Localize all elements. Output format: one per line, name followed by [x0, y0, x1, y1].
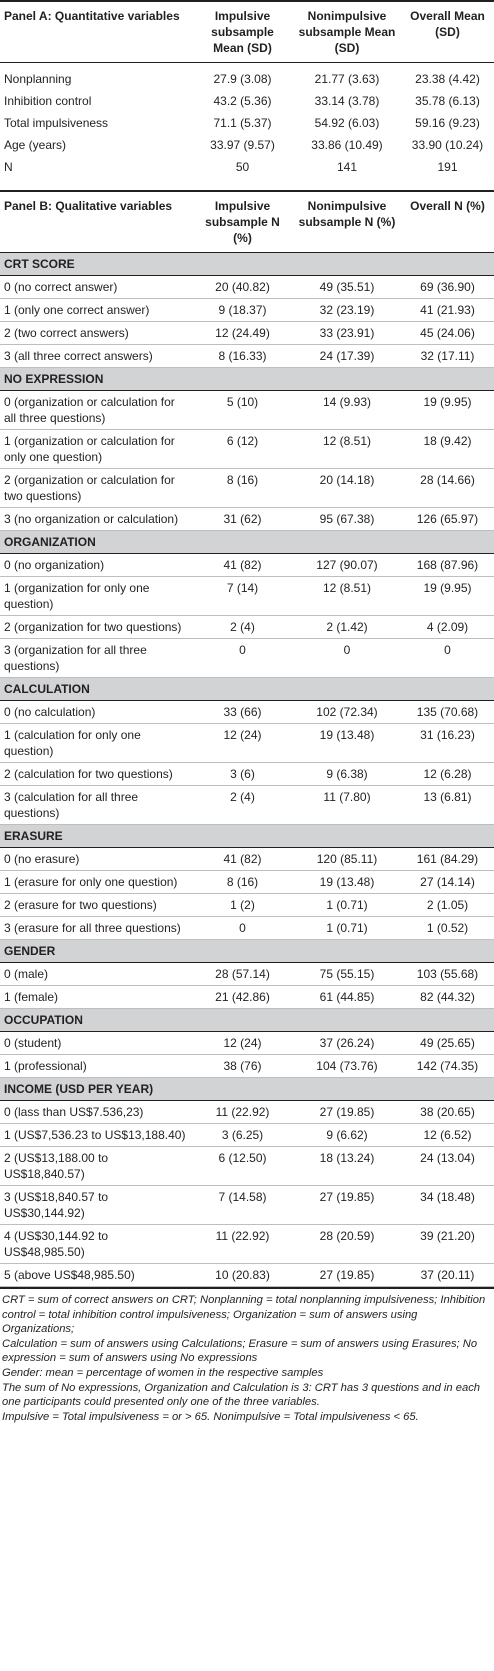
table-row — [0, 90, 494, 112]
section-header — [0, 678, 494, 701]
row-label: 2 (organization for two questions) — [0, 616, 192, 639]
cell-impulsive: 10 (20.83) — [192, 1264, 293, 1287]
row-label: 0 (no correct answer) — [0, 276, 192, 299]
cell-impulsive: 11 (22.92) — [192, 1225, 293, 1264]
table-row — [0, 1264, 494, 1287]
cell-overall: 32 (17.11) — [401, 345, 494, 368]
cell-impulsive: 6 (12.50) — [192, 1147, 293, 1186]
cell-overall: 28 (14.66) — [401, 469, 494, 508]
cell-nonimpulsive: 54.92 (6.03) — [314, 116, 380, 130]
cell-nonimpulsive: 33.14 (3.78) — [314, 94, 380, 108]
panel-spacer-cell — [0, 180, 494, 191]
section-header — [0, 1078, 494, 1101]
column-header-overall: Overall N (%) — [410, 199, 485, 213]
cell-impulsive: 41 (82) — [192, 848, 293, 871]
cell-impulsive: 12 (24.49) — [192, 322, 293, 345]
cell-impulsive: 11 (22.92) — [192, 1101, 293, 1124]
cell-nonimpulsive: 0 — [293, 639, 401, 678]
cell-impulsive: 3 (6) — [192, 763, 293, 786]
cell-impulsive: 31 (62) — [192, 508, 293, 531]
cell-overall: 34 (18.48) — [401, 1186, 494, 1225]
cell-nonimpulsive: 33 (23.91) — [293, 322, 401, 345]
cell-overall: 168 (87.96) — [401, 554, 494, 577]
cell-impulsive: 50 — [235, 160, 250, 174]
table-row — [0, 639, 494, 678]
row-label: 0 (student) — [0, 1032, 192, 1055]
section-title: NO EXPRESSION — [0, 368, 494, 391]
row-label: 3 (erasure for all three questions) — [0, 917, 192, 940]
cell-nonimpulsive: 37 (26.24) — [293, 1032, 401, 1055]
cell-overall: 69 (36.90) — [401, 276, 494, 299]
cell-overall: 126 (65.97) — [401, 508, 494, 531]
row-label: 1 (organization for only one question) — [0, 577, 192, 616]
cell-nonimpulsive: 24 (17.39) — [293, 345, 401, 368]
row-label: Inhibition control — [4, 94, 92, 108]
section-header — [0, 368, 494, 391]
table-row — [0, 276, 494, 299]
cell-overall: 39 (21.20) — [401, 1225, 494, 1264]
cell-impulsive: 21 (42.86) — [192, 986, 293, 1009]
cell-impulsive: 38 (76) — [192, 1055, 293, 1078]
table-row — [0, 917, 494, 940]
column-header-nonimpulsive: Nonimpulsive subsample Mean (SD) — [298, 9, 396, 55]
table-row — [0, 345, 494, 368]
cell-nonimpulsive: 75 (55.15) — [293, 963, 401, 986]
row-label: 3 (organization for all three questions) — [0, 639, 192, 678]
cell-nonimpulsive: 1 (0.71) — [293, 894, 401, 917]
cell-impulsive: 0 — [192, 639, 293, 678]
cell-nonimpulsive: 104 (73.76) — [293, 1055, 401, 1078]
table-row — [0, 1186, 494, 1225]
table-row — [0, 848, 494, 871]
cell-impulsive: 12 (24) — [192, 1032, 293, 1055]
section-header — [0, 1009, 494, 1032]
cell-overall: 135 (70.68) — [401, 701, 494, 724]
footnote-line: CRT = sum of correct answers on CRT; Nonplanning = total nonplanning impulsiveness; Inhibition control = total inhibition control impulsiveness; Organization = sum of answers using Organizations; — [2, 1294, 486, 1336]
table-row — [0, 871, 494, 894]
cell-impulsive: 71.1 (5.37) — [213, 116, 272, 130]
panel-b-header — [0, 191, 494, 253]
cell-nonimpulsive: 11 (7.80) — [293, 786, 401, 825]
footnote-line: The sum of No expressions, Organization and Calculation is 3: CRT has 3 questions and in each one participants could presented only one of the three variables. — [2, 1381, 481, 1409]
cell-nonimpulsive: 102 (72.34) — [293, 701, 401, 724]
row-label: 3 (all three correct answers) — [0, 345, 192, 368]
cell-nonimpulsive: 120 (85.11) — [293, 848, 401, 871]
table-row — [0, 391, 494, 430]
table-row — [0, 156, 494, 180]
table-row — [0, 763, 494, 786]
row-label: N — [4, 160, 13, 174]
cell-impulsive: 27.9 (3.08) — [213, 72, 272, 86]
panel-spacer — [0, 180, 494, 191]
row-label: 3 (no organization or calculation) — [0, 508, 192, 531]
row-label: 3 (calculation for all three questions) — [0, 786, 192, 825]
row-label: 0 (no calculation) — [0, 701, 192, 724]
cell-impulsive: 43.2 (5.36) — [213, 94, 272, 108]
table-row — [0, 1225, 494, 1264]
cell-overall: 49 (25.65) — [401, 1032, 494, 1055]
cell-impulsive: 2 (4) — [192, 786, 293, 825]
table-row — [0, 508, 494, 531]
cell-nonimpulsive: 12 (8.51) — [293, 577, 401, 616]
row-label: Nonplanning — [4, 72, 72, 86]
cell-overall: 24 (13.04) — [401, 1147, 494, 1186]
row-label: 1 (erasure for only one question) — [0, 871, 192, 894]
section-header — [0, 825, 494, 848]
row-label: 4 (US$30,144.92 to US$48,985.50) — [0, 1225, 192, 1264]
cell-overall: 23.38 (4.42) — [415, 72, 480, 86]
table-row — [0, 701, 494, 724]
section-title: GENDER — [0, 940, 494, 963]
table-row — [0, 430, 494, 469]
cell-impulsive: 7 (14.58) — [192, 1186, 293, 1225]
row-label: 0 (no erasure) — [0, 848, 192, 871]
row-label: 2 (organization or calculation for two questions) — [0, 469, 192, 508]
section-header — [0, 531, 494, 554]
cell-nonimpulsive: 33.86 (10.49) — [311, 138, 383, 152]
cell-nonimpulsive: 18 (13.24) — [293, 1147, 401, 1186]
column-header-overall: Overall Mean (SD) — [410, 9, 485, 39]
section-header — [0, 940, 494, 963]
table-row — [0, 1124, 494, 1147]
table-row — [0, 1032, 494, 1055]
cell-impulsive: 33 (66) — [192, 701, 293, 724]
table-row — [0, 894, 494, 917]
cell-impulsive: 1 (2) — [192, 894, 293, 917]
table-row — [0, 322, 494, 345]
column-header-nonimpulsive: Nonimpulsive subsample N (%) — [298, 199, 396, 229]
cell-overall: 18 (9.42) — [401, 430, 494, 469]
cell-nonimpulsive: 9 (6.38) — [293, 763, 401, 786]
row-label: 0 (lass than US$7.536,23) — [0, 1101, 192, 1124]
row-label: 1 (professional) — [0, 1055, 192, 1078]
cell-impulsive: 8 (16) — [192, 871, 293, 894]
cell-impulsive: 5 (10) — [192, 391, 293, 430]
table-row — [0, 1147, 494, 1186]
cell-nonimpulsive: 27 (19.85) — [293, 1264, 401, 1287]
row-label: Age (years) — [4, 138, 67, 152]
cell-impulsive: 20 (40.82) — [192, 276, 293, 299]
cell-nonimpulsive: 61 (44.85) — [293, 986, 401, 1009]
cell-impulsive: 6 (12) — [192, 430, 293, 469]
table-row — [0, 1055, 494, 1078]
cell-overall: 161 (84.29) — [401, 848, 494, 871]
column-header-impulsive: Impulsive subsample Mean (SD) — [211, 9, 274, 55]
table-row — [0, 554, 494, 577]
table-row — [0, 63, 494, 91]
table-row — [0, 986, 494, 1009]
panel-a — [0, 1, 494, 191]
cell-overall: 1 (0.52) — [401, 917, 494, 940]
cell-overall: 45 (24.06) — [401, 322, 494, 345]
section-title: INCOME (USD PER YEAR) — [0, 1078, 494, 1101]
cell-overall: 27 (14.14) — [401, 871, 494, 894]
section-title: CALCULATION — [0, 678, 494, 701]
cell-nonimpulsive: 19 (13.48) — [293, 871, 401, 894]
cell-nonimpulsive: 2 (1.42) — [293, 616, 401, 639]
cell-overall: 31 (16.23) — [401, 724, 494, 763]
cell-overall: 35.78 (6.13) — [415, 94, 480, 108]
cell-impulsive: 28 (57.14) — [192, 963, 293, 986]
row-label: 0 (no organization) — [0, 554, 192, 577]
footnote-line: Gender: mean = percentage of women in the respective samples — [2, 1366, 324, 1379]
cell-overall: 13 (6.81) — [401, 786, 494, 825]
cell-overall: 33.90 (10.24) — [411, 138, 484, 152]
cell-overall: 19 (9.95) — [401, 577, 494, 616]
cell-overall: 2 (1.05) — [401, 894, 494, 917]
column-header-impulsive: Impulsive subsample N (%) — [205, 199, 280, 245]
cell-nonimpulsive: 12 (8.51) — [293, 430, 401, 469]
row-label: 1 (female) — [0, 986, 192, 1009]
cell-impulsive: 0 — [192, 917, 293, 940]
row-label: 2 (calculation for two questions) — [0, 763, 192, 786]
cell-impulsive: 33.97 (9.57) — [210, 138, 275, 152]
cell-nonimpulsive: 127 (90.07) — [293, 554, 401, 577]
cell-impulsive: 7 (14) — [192, 577, 293, 616]
cell-overall: 41 (21.93) — [401, 299, 494, 322]
table-row — [0, 963, 494, 986]
cell-nonimpulsive: 9 (6.62) — [293, 1124, 401, 1147]
cell-nonimpulsive: 20 (14.18) — [293, 469, 401, 508]
cell-overall: 82 (44.32) — [401, 986, 494, 1009]
table-row — [0, 112, 494, 134]
cell-overall: 0 — [401, 639, 494, 678]
panel-a-header — [0, 1, 494, 63]
cell-overall: 103 (55.68) — [401, 963, 494, 986]
panel-a-title: Panel A: Quantitative variables — [4, 9, 180, 23]
cell-overall: 59.16 (9.23) — [415, 116, 480, 130]
cell-nonimpulsive: 28 (20.59) — [293, 1225, 401, 1264]
row-label: 2 (US$13,188.00 to US$18,840.57) — [0, 1147, 192, 1186]
cell-nonimpulsive: 27 (19.85) — [293, 1101, 401, 1124]
cell-overall: 12 (6.52) — [401, 1124, 494, 1147]
cell-nonimpulsive: 27 (19.85) — [293, 1186, 401, 1225]
row-label: Total impulsiveness — [4, 116, 109, 130]
row-label: 1 (calculation for only one question) — [0, 724, 192, 763]
cell-overall: 38 (20.65) — [401, 1101, 494, 1124]
section-header — [0, 253, 494, 276]
table-row — [0, 469, 494, 508]
table-row — [0, 786, 494, 825]
cell-nonimpulsive: 21.77 (3.63) — [314, 72, 380, 86]
panel-b-title: Panel B: Qualitative variables — [4, 199, 173, 213]
cell-overall: 142 (74.35) — [401, 1055, 494, 1078]
cell-nonimpulsive: 32 (23.19) — [293, 299, 401, 322]
cell-nonimpulsive: 14 (9.93) — [293, 391, 401, 430]
cell-impulsive: 8 (16) — [192, 469, 293, 508]
panel-b — [0, 191, 494, 1287]
row-label: 5 (above US$48,985.50) — [0, 1264, 192, 1287]
row-label: 1 (organization or calculation for only one question) — [0, 430, 192, 469]
cell-nonimpulsive: 141 — [336, 160, 358, 174]
row-label: 0 (male) — [0, 963, 192, 986]
table-row — [0, 577, 494, 616]
section-title: ERASURE — [0, 825, 494, 848]
table-footnotes — [0, 1287, 494, 1424]
cell-overall: 37 (20.11) — [401, 1264, 494, 1287]
row-label: 0 (organization or calculation for all three questions) — [0, 391, 192, 430]
cell-impulsive: 2 (4) — [192, 616, 293, 639]
cell-overall: 12 (6.28) — [401, 763, 494, 786]
section-title: CRT SCORE — [0, 253, 494, 276]
cell-impulsive: 41 (82) — [192, 554, 293, 577]
row-label: 2 (erasure for two questions) — [0, 894, 192, 917]
cell-nonimpulsive: 19 (13.48) — [293, 724, 401, 763]
cell-nonimpulsive: 1 (0.71) — [293, 917, 401, 940]
cell-impulsive: 8 (16.33) — [192, 345, 293, 368]
cell-impulsive: 9 (18.37) — [192, 299, 293, 322]
footnote-line: Calculation = sum of answers using Calculations; Erasure = sum of answers using Erasures; No expression = sum of answers using No expressions — [2, 1337, 478, 1365]
table-row — [0, 134, 494, 156]
footnote-line: Impulsive = Total impulsiveness = or > 65. Nonimpulsive = Total impulsiveness < 65. — [2, 1410, 419, 1423]
cell-impulsive: 3 (6.25) — [192, 1124, 293, 1147]
table-row — [0, 299, 494, 322]
cell-nonimpulsive: 95 (67.38) — [293, 508, 401, 531]
row-label: 2 (two correct answers) — [0, 322, 192, 345]
row-label: 1 (only one correct answer) — [0, 299, 192, 322]
table-row — [0, 724, 494, 763]
cell-overall: 191 — [437, 160, 458, 174]
cell-impulsive: 12 (24) — [192, 724, 293, 763]
table-row — [0, 1101, 494, 1124]
table-row — [0, 616, 494, 639]
row-label: 1 (US$7,536.23 to US$13,188.40) — [0, 1124, 192, 1147]
section-title: OCCUPATION — [0, 1009, 494, 1032]
row-label: 3 (US$18,840.57 to US$30,144.92) — [0, 1186, 192, 1225]
cell-overall: 4 (2.09) — [401, 616, 494, 639]
cell-overall: 19 (9.95) — [401, 391, 494, 430]
section-title: ORGANIZATION — [0, 531, 494, 554]
cell-nonimpulsive: 49 (35.51) — [293, 276, 401, 299]
